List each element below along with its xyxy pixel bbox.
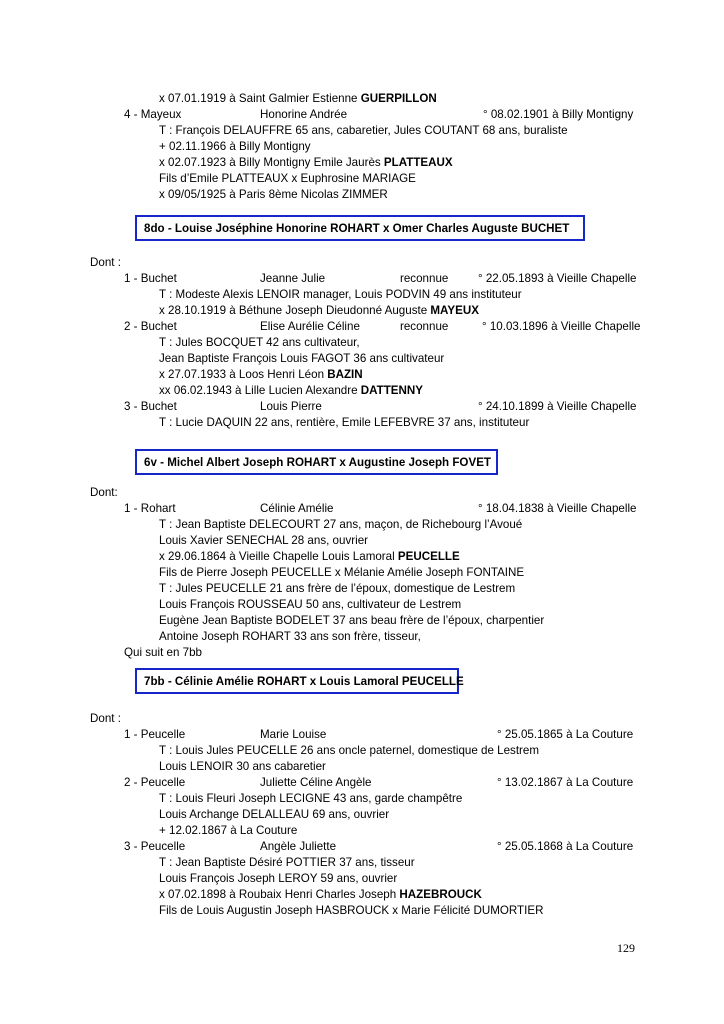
marriage-line: x 29.06.1864 à Vieille Chapelle Louis Lamoral PEUCELLE xyxy=(159,550,460,563)
witness-line: T : Jean Baptiste Désiré POTTIER 37 ans, tisseur xyxy=(159,856,415,869)
marriage-line: x 07.01.1919 à Saint Galmier Estienne GUERPILLON xyxy=(159,92,437,105)
dont-label: Dont: xyxy=(90,486,118,499)
death-line: + 02.11.1966 à Billy Montigny xyxy=(159,140,311,153)
witness-line: T : Jules PEUCELLE 21 ans frère de l’époux, domestique de Lestrem xyxy=(159,582,516,595)
marriage-line: xx 06.02.1943 à Lille Lucien Alexandre DATTENNY xyxy=(159,384,424,397)
witness-line: T : Jules BOCQUET 42 ans cultivateur, xyxy=(159,336,360,349)
marriage-line: x 09/05/1925 à Paris 8ème Nicolas ZIMMER xyxy=(159,188,388,201)
section-title-box: 7bb - Célinie Amélie ROHART x Louis Lamoral PEUCELLE xyxy=(135,668,459,694)
parents-line: Fils de Louis Augustin Joseph HASBROUCK x Marie Félicité DUMORTIER xyxy=(159,904,544,917)
dont-label: Dont : xyxy=(90,256,121,269)
witness-line: T : Modeste Alexis LENOIR manager, Louis PODVIN 49 ans instituteur xyxy=(159,288,522,301)
witness-line: Louis LENOIR 30 ans cabaretier xyxy=(159,760,326,773)
death-line: + 12.02.1867 à La Couture xyxy=(159,824,298,837)
witness-line: Antoine Joseph ROHART 33 ans son frère, tisseur, xyxy=(159,630,421,643)
parents-line: Fils de Pierre Joseph PEUCELLE x Mélanie Amélie Joseph FONTAINE xyxy=(159,566,525,579)
dont-label: Dont : xyxy=(90,712,121,725)
page-number: 129 xyxy=(617,941,635,955)
marriage-line: x 28.10.1919 à Béthune Joseph Dieudonné Auguste MAYEUX xyxy=(159,304,479,317)
marriage-line: x 27.07.1933 à Loos Henri Léon BAZIN xyxy=(159,368,363,381)
witness-line: Eugène Jean Baptiste BODELET 37 ans beau frère de l’époux, charpentier xyxy=(159,614,545,627)
marriage-line: x 07.02.1898 à Roubaix Henri Charles Joseph HAZEBROUCK xyxy=(159,888,482,901)
witness-line: Louis François ROUSSEAU 50 ans, cultivateur de Lestrem xyxy=(159,598,462,611)
witness-line: Louis François Joseph LEROY 59 ans, ouvrier xyxy=(159,872,398,885)
witness-line: T : Louis Fleuri Joseph LECIGNE 43 ans, garde champêtre xyxy=(159,792,463,805)
witness-line: T : François DELAUFFRE 65 ans, cabaretier, Jules COUTANT 68 ans, buraliste xyxy=(159,124,568,137)
witness-line: Louis Archange DELALLEAU 69 ans, ouvrier xyxy=(159,808,390,821)
witness-line: Louis Xavier SENECHAL 28 ans, ouvrier xyxy=(159,534,368,547)
witness-line: T : Jean Baptiste DELECOURT 27 ans, maçon, de Richebourg l’Avoué xyxy=(159,518,523,531)
marriage-line: x 02.07.1923 à Billy Montigny Emile Jaurès PLATTEAUX xyxy=(159,156,453,169)
witness-line: Jean Baptiste François Louis FAGOT 36 ans cultivateur xyxy=(159,352,445,365)
continuation-note: Qui suit en 7bb xyxy=(124,646,202,659)
section-title-box: 8do - Louise Joséphine Honorine ROHART x Omer Charles Auguste BUCHET xyxy=(135,215,585,241)
parents-line: Fils d’Emile PLATTEAUX x Euphrosine MARIAGE xyxy=(159,172,416,185)
section-title-box: 6v - Michel Albert Joseph ROHART x Augustine Joseph FOVET xyxy=(135,449,498,475)
witness-line: T : Lucie DAQUIN 22 ans, rentière, Emile LEFEBVRE 37 ans, instituteur xyxy=(159,416,530,429)
witness-line: T : Louis Jules PEUCELLE 26 ans oncle paternel, domestique de Lestrem xyxy=(159,744,540,757)
